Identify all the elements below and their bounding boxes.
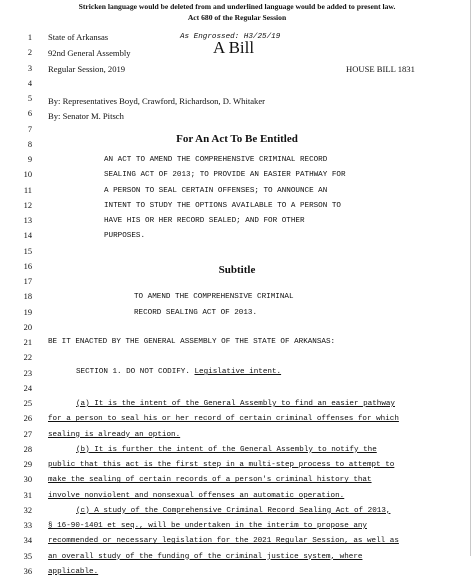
body-line <box>76 446 377 454</box>
line-number: 13 <box>23 216 32 225</box>
session: Regular Session, 2019 <box>48 64 126 74</box>
line-number: 32 <box>23 505 32 515</box>
line-number: 25 <box>23 399 32 408</box>
line-number: 9 <box>27 155 32 164</box>
subtitle-heading: Subtitle <box>218 264 256 276</box>
line-number: 20 <box>23 322 32 332</box>
body-line <box>48 415 399 423</box>
line-number: 15 <box>23 246 32 256</box>
line-number: 4 <box>27 78 32 88</box>
title-line: A PERSON TO SEAL CERTAIN OFFENSES; TO ANNOUNCE AN <box>104 186 328 195</box>
bill-number: HOUSE BILL 1831 <box>346 64 415 74</box>
line-number: 23 <box>23 368 32 378</box>
line-number: 26 <box>23 414 32 424</box>
subtitle-line: RECORD SEALING ACT OF 2013. <box>134 308 258 317</box>
state-name: State of Arkansas <box>48 32 109 42</box>
underlined-text: (b) It is further the intent of the General Assembly to notify the <box>76 445 377 454</box>
assembly: 92nd General Assembly <box>48 48 131 58</box>
line-number: 11 <box>23 185 32 195</box>
line-number: 33 <box>23 521 32 530</box>
line-number: 28 <box>23 444 32 454</box>
line-number: 10 <box>23 170 32 180</box>
section-1-prefix: SECTION 1. DO NOT CODIFY. <box>76 368 195 376</box>
line-number: 36 <box>23 566 32 576</box>
senator: By: Senator M. Pitsch <box>48 111 124 121</box>
underlined-text: (a) It is the intent of the General Assembly to find an easier pathway <box>76 400 395 408</box>
line-number: 6 <box>27 109 32 119</box>
enacting-clause: BE IT ENACTED BY THE GENERAL ASSEMBLY OF THE STATE OF ARKANSAS: <box>48 338 336 346</box>
subtitle-line: TO AMEND THE COMPREHENSIVE CRIMINAL <box>134 293 294 302</box>
line-number: 24 <box>23 383 32 393</box>
body-line <box>48 476 372 484</box>
line-number: 5 <box>27 94 32 103</box>
body-line <box>48 522 367 530</box>
title-line: HAVE HIS OR HER RECORD SEALED; AND FOR OTHER <box>104 217 305 225</box>
line-number: 18 <box>23 292 32 302</box>
body-line <box>48 461 394 469</box>
line-number: 21 <box>23 338 32 347</box>
header-note: Stricken language would be deleted from and underlined language would be added to present law. <box>78 2 396 11</box>
line-number: 19 <box>23 307 32 317</box>
line-number: 14 <box>23 231 32 241</box>
body-line <box>48 553 362 561</box>
line-number: 2 <box>27 48 32 58</box>
underlined-text: involve nonviolent and nonsexual offenses an automatic operation. <box>48 491 345 500</box>
title-line: SEALING ACT OF 2013; TO PROVIDE AN EASIER PATHWAY FOR <box>104 171 346 180</box>
title-line: PURPOSES. <box>104 232 146 241</box>
line-number: 22 <box>23 353 32 363</box>
title-line: INTENT TO STUDY THE OPTIONS AVAILABLE TO A PERSON TO <box>104 201 341 210</box>
line-number: 30 <box>23 475 32 485</box>
a-bill-title: A Bill <box>213 38 255 57</box>
underlined-text: public that this act is the first step in a multi-step process to attempt to <box>48 461 395 469</box>
page-edge <box>470 0 471 556</box>
line-number: 1 <box>27 33 32 42</box>
underlined-text: an overall study of the funding of the criminal justice system, where <box>48 552 363 561</box>
line-number: 27 <box>23 429 32 439</box>
line-number: 8 <box>27 139 32 149</box>
section-1 <box>76 368 281 376</box>
underlined-text: § 16-90-1401 et seq., will be undertaken in the interim to propose any <box>48 522 367 530</box>
engrossed-stamp: As Engrossed: H3/25/19 <box>180 33 281 41</box>
line-number: 12 <box>23 200 32 210</box>
underlined-text: applicable. <box>48 567 99 576</box>
line-number: 34 <box>23 536 32 546</box>
line-number: 16 <box>23 261 32 271</box>
line-number: 7 <box>27 124 32 134</box>
line-number: 35 <box>23 551 32 561</box>
line-number: 3 <box>27 63 32 73</box>
body-line <box>48 492 344 500</box>
underlined-text: (c) A study of the Comprehensive Criminal Record Sealing Act of 2013, <box>76 506 391 515</box>
underlined-text: recommended or necessary legislation for the 2021 Regular Session, as well as <box>48 537 399 546</box>
line-number: 29 <box>23 460 32 469</box>
underlined-text: make the sealing of certain records of a person's criminal history that <box>48 476 372 485</box>
body-line <box>76 400 395 408</box>
body-line <box>76 507 390 515</box>
title-line: AN ACT TO AMEND THE COMPREHENSIVE CRIMINAL RECORD <box>104 156 328 164</box>
body-line <box>48 568 98 576</box>
title-heading: For An Act To Be Entitled <box>176 133 298 145</box>
act-number: Act 680 of the Regular Session <box>187 13 287 22</box>
section-1-heading: Legislative intent. <box>194 368 282 376</box>
line-number: 17 <box>23 277 32 286</box>
line-number: 31 <box>23 490 32 500</box>
underlined-text: sealing is already an option. <box>48 430 181 439</box>
underlined-text: for a person to seal his or her record of certain criminal offenses for which <box>48 415 399 424</box>
body-line <box>48 431 180 439</box>
body-line <box>48 537 399 545</box>
representatives: By: Representatives Boyd, Crawford, Richardson, D. Whitaker <box>48 96 266 106</box>
